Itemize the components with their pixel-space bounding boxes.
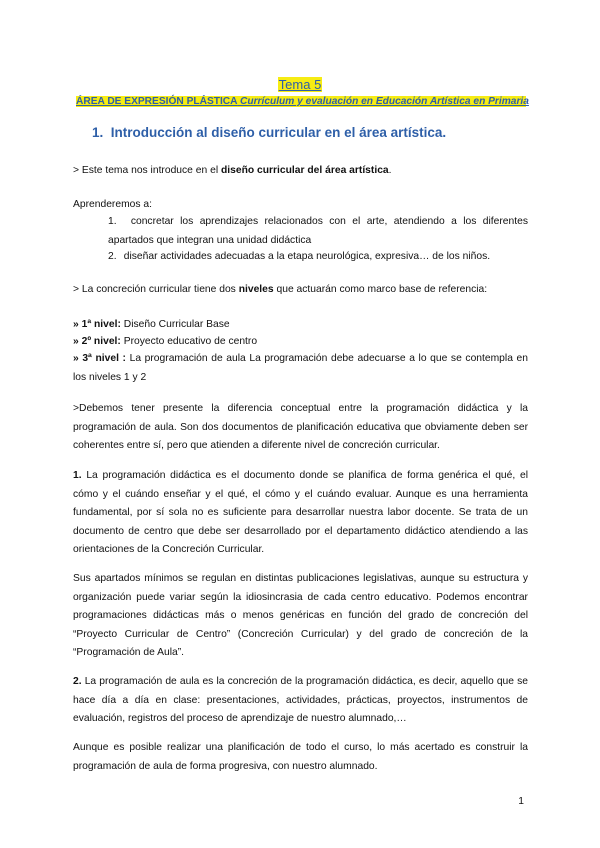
levels-intro-text: > La concreción curricular tiene dos — [73, 284, 239, 295]
intro-paragraph — [73, 162, 528, 181]
title-block — [0, 76, 600, 94]
level-item — [73, 333, 528, 352]
section-number: 1. — [92, 125, 104, 140]
level-item — [73, 316, 528, 335]
level-label: » 2º nivel: — [73, 336, 121, 347]
apartados-paragraph: Sus apartados mínimos se regulan en distintas publicaciones legislativas, aunque su estructura y organización puede variar según la idiosincrasia de cada centro educativo. Podemos encontrar programaciones didácticas más o menos genéricas en función del grado de concreción del “Proyecto Curricular de Centro” (Concreción Curricular) y del grado de concreción de la “Programación de Aula”. — [73, 573, 528, 658]
levels-intro — [73, 281, 528, 300]
difference-paragraph: >Debemos tener presente la diferencia conceptual entre la programación didáctica y la programación de aula. Son dos documentos de planificación educativa que obviamente deben ser coherentes entre sí, pero que atienden a diferente nivel de concreción curricular. — [73, 403, 528, 451]
list-item-text: concretar los aprendizajes relacionados con el arte, atendiendo a los diferentes apartados que integran una unidad didáctica — [108, 216, 528, 246]
level-text: La programación de aula La programación debe adecuarse a lo que se contempla en los niveles 1 y 2 — [73, 353, 528, 383]
level-label: » 3ª nivel : — [73, 353, 126, 364]
point-2-label: 2. — [73, 676, 82, 687]
closing-paragraph: Aunque es posible realizar una planificación de todo el curso, lo más acertado es construir la programación de aula de forma progresiva, con nuestro alumnado. — [73, 742, 528, 772]
point-1-paragraph — [73, 467, 528, 560]
topic-title: Tema 5 — [278, 77, 322, 92]
levels-intro-bold: niveles — [238, 284, 274, 295]
list-item — [108, 212, 528, 250]
learn-lead: Aprenderemos a: — [73, 199, 152, 210]
list-item-text: diseñar actividades adecuadas a la etapa neurológica, expresiva… de los niños. — [123, 251, 491, 262]
level-text: Diseño Curricular Base — [120, 319, 230, 330]
list-item-number: 2. — [108, 251, 117, 262]
level-item — [73, 350, 528, 387]
topic-subtitle — [76, 96, 529, 107]
list-item-number: 1. — [108, 216, 117, 227]
intro-text: > Este tema nos introduce en el — [73, 165, 221, 176]
levels-intro-suffix: que actuarán como marco base de referencia: — [273, 284, 488, 295]
subtitle-area: ÁREA DE EXPRESIÓN PLÁSTICA — [76, 96, 238, 107]
point-1-label: 1. — [73, 470, 82, 481]
page-number: 1 — [518, 796, 524, 807]
section-heading — [92, 125, 446, 140]
point-2-paragraph — [73, 673, 528, 729]
point-1-text: La programación didáctica es el documento donde se planifica de forma genérica el qué, el cómo y el cuándo enseñar y el qué, el cómo y el cuándo evaluar. Aunque es una herramienta fundamental, por sí sola no es suficiente para desarrollar nuestra labor docente. Se trata de un documento de centro que debe ser desarrollado por el departamento didáctico atendiendo a las orientaciones de la Concreción Curricular. — [73, 470, 528, 555]
point-2-text: La programación de aula es la concreción de la programación didáctica, es decir, aquello que se hace día a día en clase: presentaciones, actividades, prácticas, proyectos, instrumentos de evaluación, registros del proceso de aprendizaje de nuestro alumnado,… — [73, 676, 528, 724]
intro-bold: diseño curricular del área artística — [220, 165, 389, 176]
list-item — [108, 247, 528, 266]
intro-suffix: . — [388, 165, 392, 176]
subtitle-course: Currículum y evaluación en Educación Artística en Primaria — [239, 96, 529, 107]
level-label: » 1ª nivel: — [73, 319, 121, 330]
section-title: Introducción al diseño curricular en el área artística. — [110, 125, 447, 140]
level-text: Proyecto educativo de centro — [120, 336, 258, 347]
